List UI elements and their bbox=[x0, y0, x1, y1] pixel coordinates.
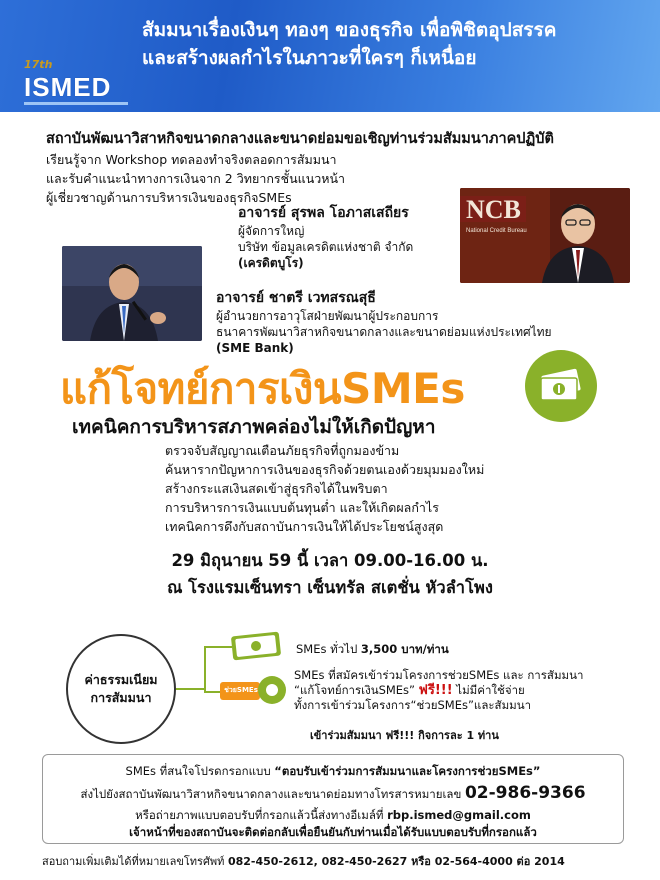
tier2-line1: SMEs ที่สมัครเข้าร่วมโครงการช่วยSMEs และ การสัมมนา bbox=[294, 668, 584, 682]
fee-section bbox=[0, 620, 660, 750]
intro-line: เรียนรู้จาก Workshop ทดลองทำจริงตลอดการสัมมนา bbox=[46, 152, 337, 167]
intro-heading: สถาบันพัฒนาวิสาหกิจขนาดกลางและขนาดย่อมขอเชิญท่านร่วมสัมมนาภาคปฏิบัติ bbox=[46, 131, 554, 147]
tier2-line2-suffix: ไม่มีค่าใช้จ่าย bbox=[452, 683, 525, 697]
speaker-2-info bbox=[216, 289, 552, 356]
tier1-prefix: SMEs ทั่วไป bbox=[296, 642, 361, 656]
topic-item: ตรวจจับสัญญาณเตือนภัยธุรกิจที่ถูกมองข้าม bbox=[165, 443, 400, 458]
footer-phone-numbers: 082-450-2612, 082-450-2627 หรือ 02-564-4000 ต่อ 2014 bbox=[227, 855, 565, 868]
banknote-icon bbox=[525, 350, 597, 422]
speaker-2-position: ผู้อำนวยการอาวุโสฝ่ายพัฒนาผู้ประกอบการ bbox=[216, 309, 439, 323]
speaker-1-info bbox=[238, 204, 413, 271]
speaker-2-company: ธนาคารพัฒนาวิสาหกิจขนาดกลางและขนาดย่อมแห่งประเทศไทย bbox=[216, 325, 552, 339]
contact-line1-prefix: SMEs ที่สนใจโปรดกรอกแบบ bbox=[125, 764, 275, 778]
free-note: เข้าร่วมสัมมนา ฟรี!!! กิจการละ 1 ท่าน bbox=[310, 729, 499, 742]
contact-email: rbp.ismed@gmail.com bbox=[387, 808, 531, 822]
logo-anniversary: 17th bbox=[24, 58, 53, 71]
speaker-2-org: (SME Bank) bbox=[216, 341, 294, 355]
contact-line2-prefix: ส่งไปยังสถาบันพัฒนาวิสาหกิจขนาดกลางและขนาดย่อมทางโทรสารหมายเลข bbox=[80, 787, 465, 801]
intro-line: ผู้เชี่ยวชาญด้านการบริหารเงินของธุรกิจSMEs bbox=[46, 190, 292, 205]
fee-tier-general bbox=[296, 642, 449, 657]
fee-label-circle bbox=[66, 634, 176, 744]
speaker-1-position: ผู้จัดการใหญ่ bbox=[238, 224, 305, 238]
tier1-price: 3,500 บาท/ท่าน bbox=[360, 642, 449, 656]
fee-label-line1: ค่าธรรมเนียม bbox=[84, 672, 158, 687]
ismed-logo bbox=[22, 58, 132, 110]
speaker-2-photo bbox=[62, 246, 202, 341]
footer-phones bbox=[42, 852, 565, 870]
main-title: แก้โจทย์การเงินSMEs bbox=[60, 364, 465, 413]
event-date-time: 29 มิถุนายน 59 นี้ เวลา 09.00-16.00 น. bbox=[171, 551, 489, 570]
speaker-1-company: บริษัท ข้อมูลเครดิตแห่งชาติ จำกัด bbox=[238, 240, 414, 254]
speaker-1-photo bbox=[460, 188, 630, 283]
logo-underline bbox=[24, 102, 128, 105]
fee-label-line2: การสัมมนา bbox=[90, 690, 152, 705]
ncb-sign-sub: National Credit Bureau bbox=[466, 228, 527, 234]
subtitle: เทคนิคการบริหารสภาพคล่องไม่ให้เกิดปัญหา bbox=[72, 416, 436, 438]
header-banner bbox=[0, 0, 660, 112]
speaker-1-illustration bbox=[460, 188, 630, 283]
topic-list bbox=[165, 441, 484, 536]
topic-item: ค้นหารากปัญหาการเงินของธุรกิจด้วยตนเองด้วยมุมมองใหม่ bbox=[165, 462, 485, 477]
sme-help-badge: ช่วยSMEs bbox=[224, 686, 258, 694]
money-icon bbox=[525, 350, 597, 422]
tier2-line2-prefix: “แก้โจทย์การเงินSMEs” bbox=[294, 683, 419, 697]
event-venue: ณ โรงแรมเซ็นทรา เซ็นทรัล สเตชั่น หัวลำโพง bbox=[167, 578, 493, 597]
topic-item: การบริหารการเงินแบบต้นทุนต่ำ และให้เกิดผลกำไร bbox=[165, 500, 439, 515]
contact-box bbox=[42, 754, 624, 844]
topic-item: สร้างกระแสเงินสดเข้าสู่ธุรกิจได้ในพริบตา bbox=[165, 481, 388, 496]
contact-line-2 bbox=[43, 783, 623, 804]
banner-headline-2: และสร้างผลกำไรในภาวะที่ใครๆ ก็เหนื่อย bbox=[142, 47, 477, 69]
contact-line-1 bbox=[43, 763, 623, 781]
contact-line-4: เจ้าหน้าที่ของสถาบันจะติดต่อกลับเพื่อยืนยันกับท่านเมื่อได้รับแบบตอบรับที่กรอกแล้ว bbox=[129, 825, 537, 839]
tier2-line3: ทั้งการเข้าร่วมโครงการ“ช่วยSMEs”และสัมมนา bbox=[294, 698, 532, 712]
ncb-sign: NCB bbox=[466, 195, 521, 224]
speaker-2-name: อาจารย์ ชาตรี เวทสรณสุธี bbox=[216, 290, 376, 306]
fax-number: 02-986-9366 bbox=[464, 783, 586, 803]
response-form-name: “ตอบรับเข้าร่วมการสัมมนาและโครงการช่วยSMEs” bbox=[274, 764, 541, 778]
speaker-1-org: (เครดิตบูโร) bbox=[238, 256, 304, 270]
speaker-2-illustration bbox=[62, 246, 202, 341]
intro-line: และรับคำแนะนำทางการเงินจาก 2 วิทยากรชั้นแนวหน้า bbox=[46, 171, 346, 186]
speaker-1-name: อาจารย์ สุรพล โอภาสเสถียร bbox=[238, 205, 409, 221]
contact-line3-prefix: หรือถ่ายภาพแบบตอบรับที่กรอกแล้วนี้ส่งทางอีเมล์ที่ bbox=[135, 808, 388, 822]
fee-tier-program bbox=[294, 668, 583, 713]
topic-item: เทคนิคการดึงกับสถาบันการเงินให้ได้ประโยชน์สูงสุด bbox=[165, 519, 444, 534]
banner-headline-1: สัมมนาเรื่องเงินๆ ทองๆ ของธุรกิจ เพื่อพิชิตอุปสรรค bbox=[142, 19, 557, 41]
footer-prefix: สอบถามเพิ่มเติมได้ที่หมายเลขโทรศัพท์ bbox=[42, 855, 228, 868]
contact-line-3 bbox=[43, 807, 623, 825]
tier2-free: ฟรี!!! bbox=[418, 683, 453, 698]
logo-wordmark: ISMED bbox=[24, 72, 112, 102]
